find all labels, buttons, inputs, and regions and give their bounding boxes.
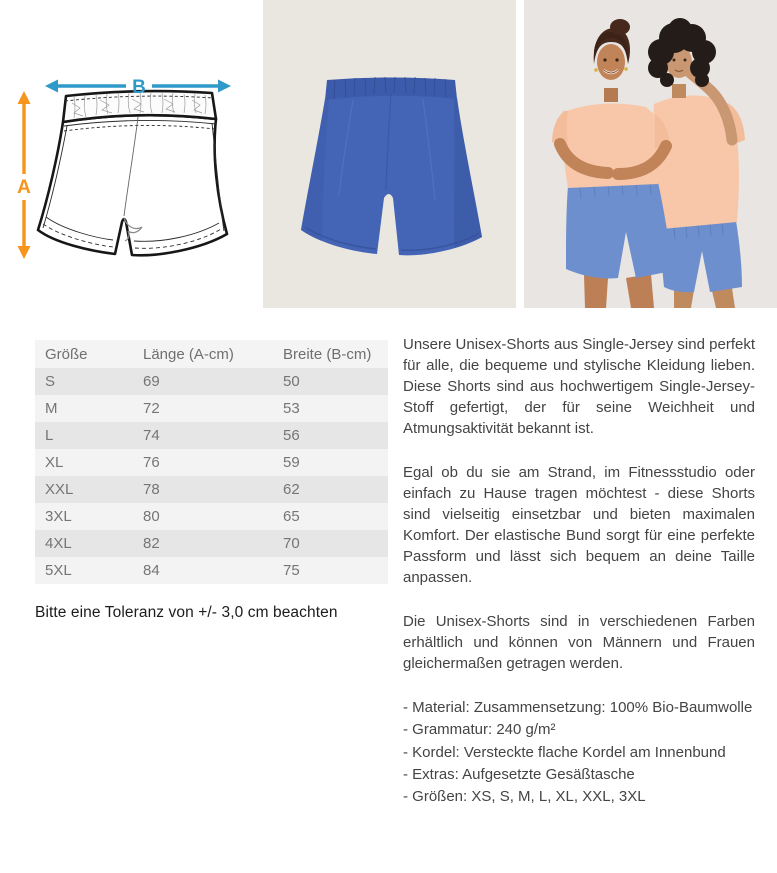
table-row: L 74 56 bbox=[35, 422, 388, 449]
feature-sizes: - Größen: XS, S, M, L, XL, XXL, 3XL bbox=[403, 788, 646, 806]
size-diagram-image[interactable] bbox=[0, 0, 263, 311]
width-label: B bbox=[132, 77, 146, 98]
shorts-technical-drawing bbox=[0, 0, 263, 311]
feature-list bbox=[403, 697, 755, 808]
size-table-header bbox=[35, 340, 388, 368]
feature-cord: - Kordel: Versteckte flache Kordel am Innenbund bbox=[403, 743, 726, 761]
table-row: XXL 78 62 bbox=[35, 476, 388, 503]
description-paragraph: Die Unisex-Shorts sind in verschiedenen Farben erhältlich und können von Männern und Frauen gleichermaßen getragen werden. bbox=[403, 613, 755, 672]
table-row: 5XL 84 75 bbox=[35, 557, 388, 584]
table-row: 3XL 80 65 bbox=[35, 503, 388, 530]
column-width: Breite (B-cm) bbox=[273, 340, 388, 368]
feature-grammage: - Grammatur: 240 g/m² bbox=[403, 721, 556, 739]
table-row: M 72 53 bbox=[35, 395, 388, 422]
size-table bbox=[35, 340, 388, 584]
models-photo[interactable] bbox=[524, 0, 777, 308]
column-length: Länge (A-cm) bbox=[133, 340, 273, 368]
models-illustration bbox=[524, 0, 777, 308]
length-label: A bbox=[17, 177, 31, 198]
table-row: 4XL 82 70 bbox=[35, 530, 388, 557]
feature-material: - Material: Zusammensetzung: 100% Bio-Baumwolle bbox=[403, 699, 753, 716]
length-arrow bbox=[17, 91, 31, 259]
table-row: S 69 50 bbox=[35, 368, 388, 395]
shorts-outline bbox=[38, 91, 227, 255]
table-row: XL 76 59 bbox=[35, 449, 388, 476]
feature-extras: - Extras: Aufgesetzte Gesäßtasche bbox=[403, 765, 635, 783]
blue-shorts-photo bbox=[263, 0, 516, 308]
product-photo[interactable] bbox=[263, 0, 516, 308]
description-paragraph: Unsere Unisex-Shorts aus Single-Jersey sind perfekt für alle, die bequeme und stylische Kleidung lieben. Diese Shorts sind aus hochwertigem Single-Jersey-Stoff gefertigt, der für seine Weichheit und Atmungsaktivität bekannt ist. bbox=[403, 336, 755, 437]
column-size: Größe bbox=[35, 340, 133, 368]
product-description bbox=[403, 334, 755, 808]
tolerance-note: Bitte eine Toleranz von +/- 3,0 cm beachten bbox=[35, 604, 338, 621]
description-paragraph: Egal ob du sie am Strand, im Fitnessstudio oder einfach zu Hause tragen möchtest - diese Shorts sind vielseitig einsetzbar und bieten maximalen Komfort. Der elastische Bund sorgt für eine perfekte Passform und lässt sich bequem an deine Taille anpassen. bbox=[403, 464, 755, 586]
